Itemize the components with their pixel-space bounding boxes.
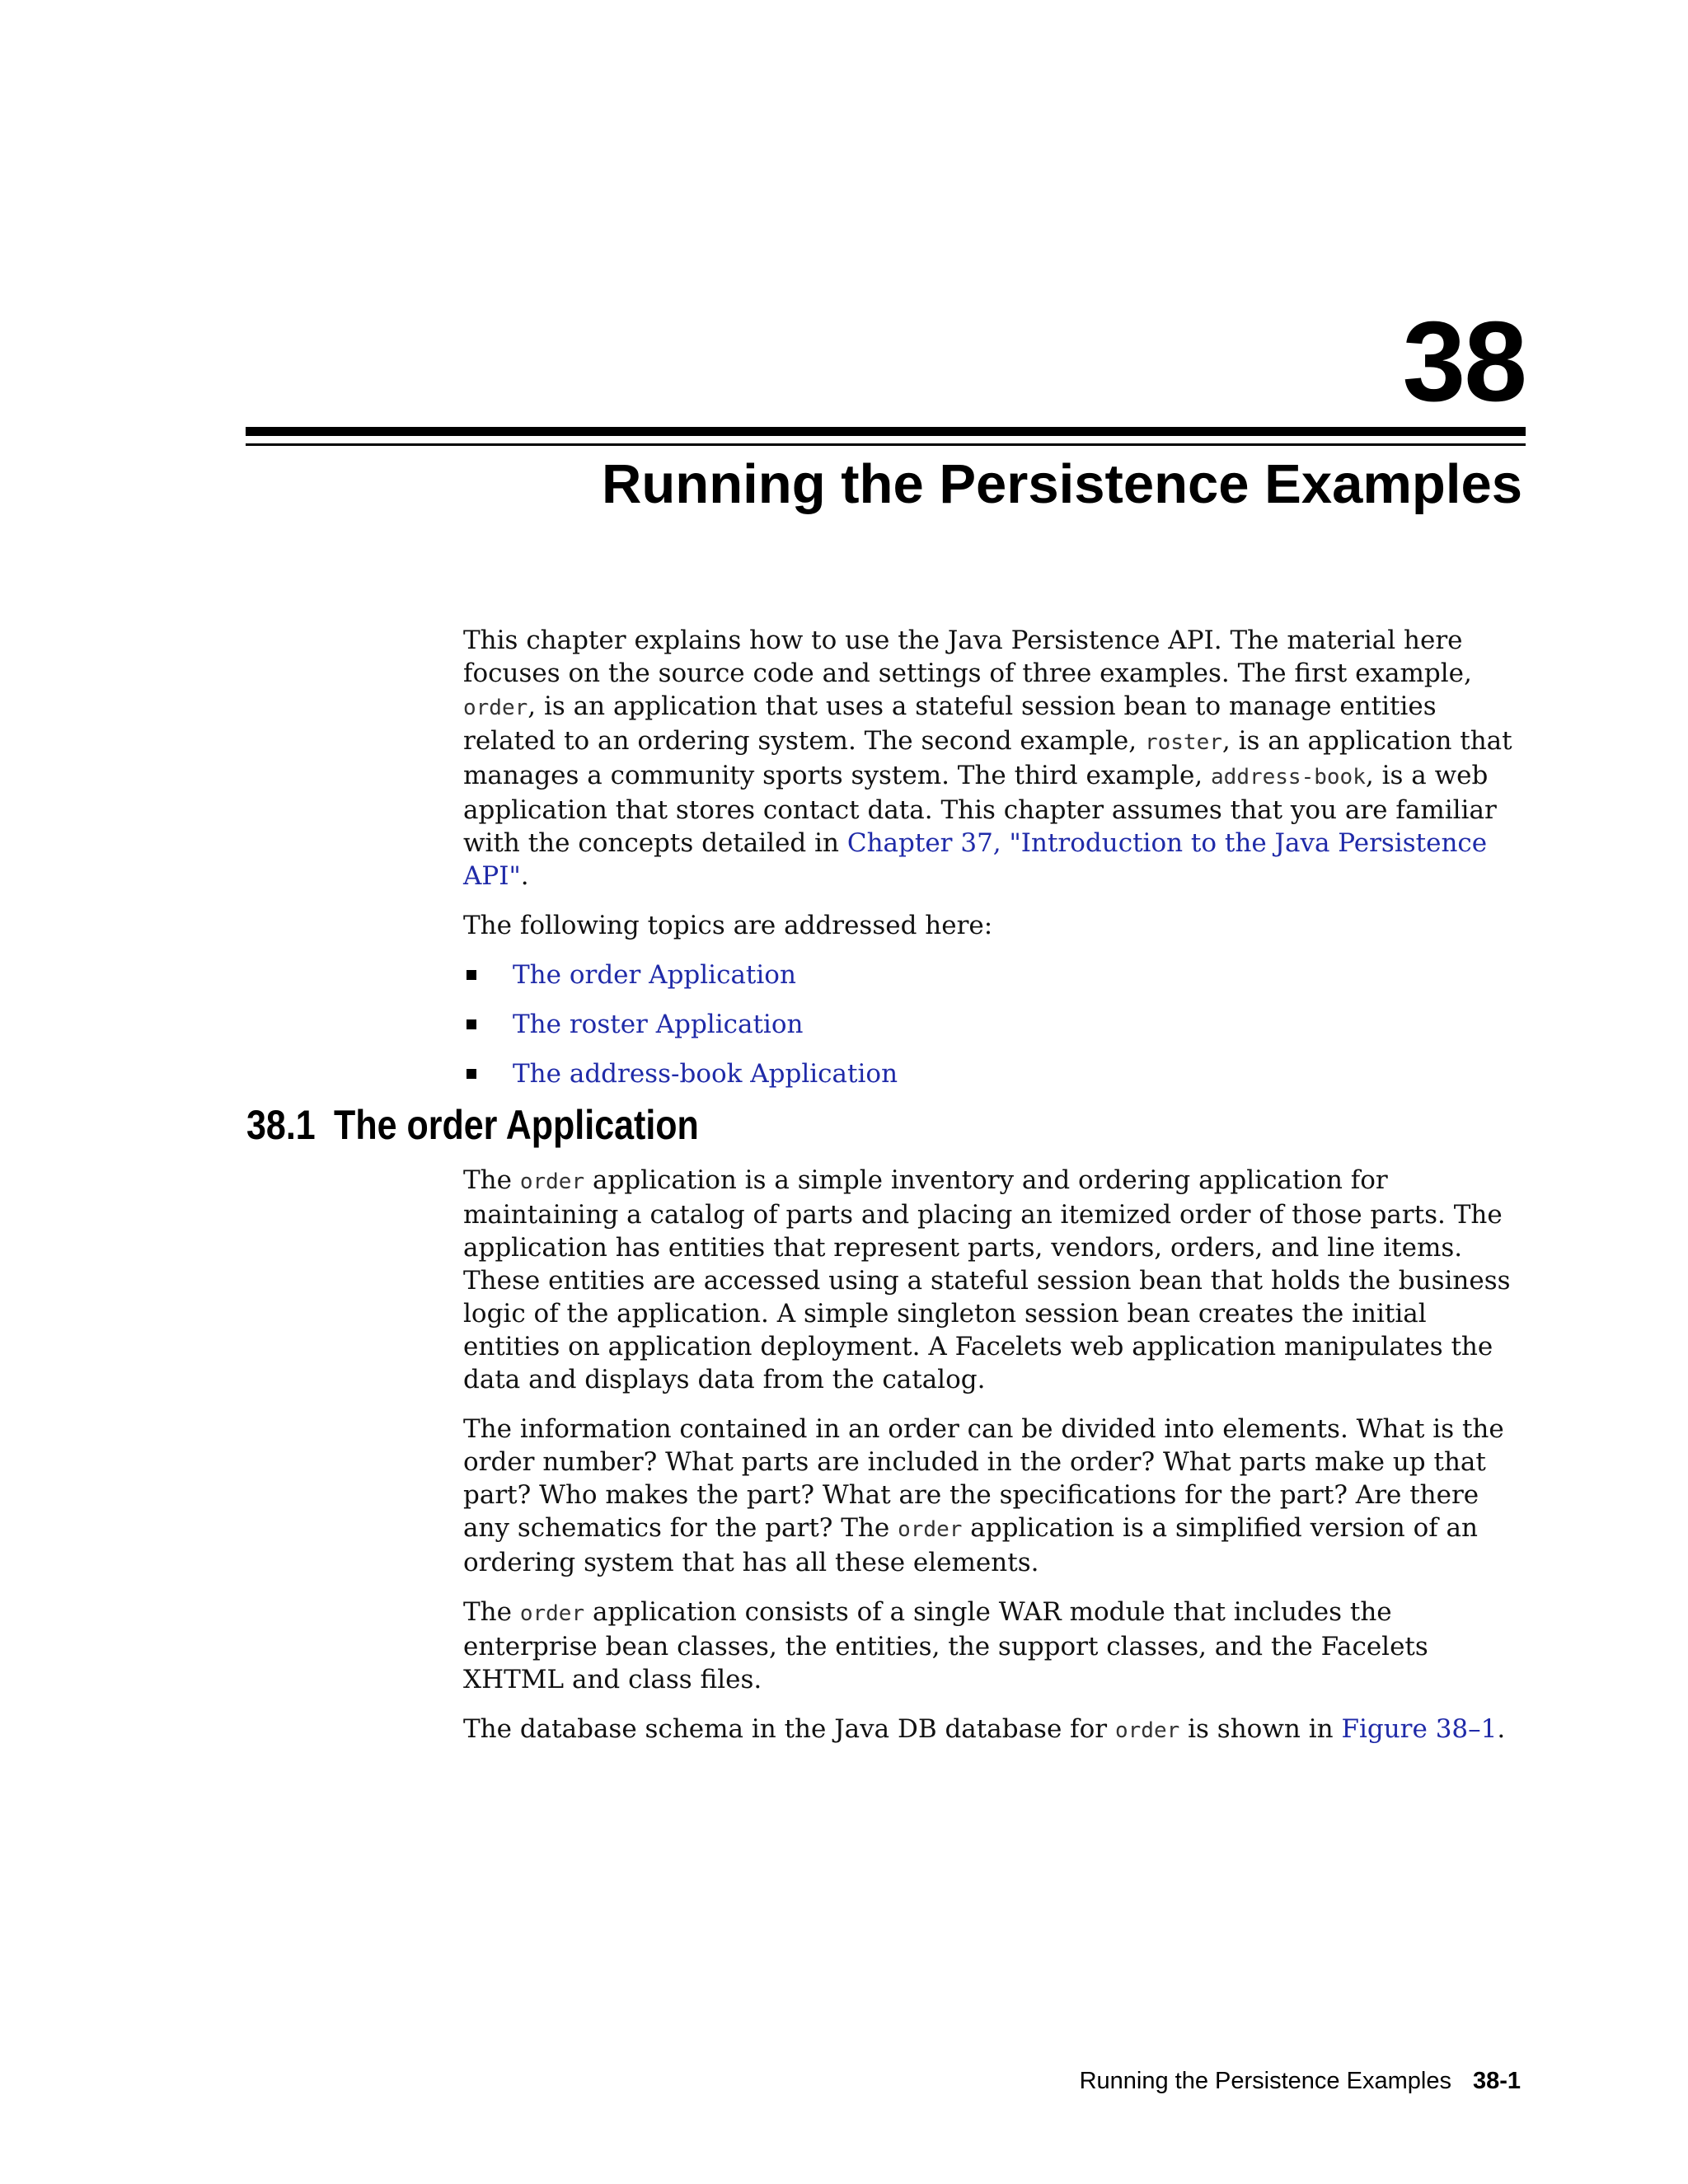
intro-text: , is a web application that stores contact data. This chapter assumes that you are familiar with the concepts detailed in xyxy=(463,761,1497,858)
topic-link-order[interactable]: The order Application xyxy=(513,960,796,990)
intro-text: , is an application that uses a stateful session bean to manage entities related to an ordering system. The second example, xyxy=(463,691,1437,756)
section-number: 38.1 xyxy=(246,1102,316,1148)
intro-paragraph xyxy=(463,624,1526,893)
section-body xyxy=(463,1164,1526,1764)
chapter-title: Running the Persistence Examples xyxy=(601,453,1522,515)
topic-link-roster[interactable]: The roster Application xyxy=(513,1010,804,1039)
code-order: order xyxy=(1114,1718,1180,1743)
page-number: 38-1 xyxy=(1472,2068,1521,2094)
topics-list xyxy=(463,958,1526,1107)
figure-38-1-link[interactable]: Figure 38–1 xyxy=(1341,1714,1498,1744)
chapter-number: 38 xyxy=(1402,298,1526,425)
section-text: The xyxy=(463,1597,520,1627)
section-paragraph xyxy=(463,1413,1526,1579)
section-title: The order Application xyxy=(334,1102,699,1148)
chapter-rule-thick xyxy=(246,427,1526,436)
section-heading xyxy=(246,1100,699,1150)
code-order: order xyxy=(519,1169,585,1194)
code-address-book: address-book xyxy=(1211,765,1366,790)
topic-item xyxy=(463,1008,1526,1057)
section-text: application consists of a single WAR module that includes the enterprise bean classes, the entities, the support classes, and the Facelets XHTML and class files. xyxy=(463,1597,1428,1694)
section-paragraph xyxy=(463,1164,1526,1396)
section-text: application is a simplified version of an ordering system that has all these elements. xyxy=(463,1513,1479,1577)
footer-title: Running the Persistence Examples xyxy=(1079,2068,1451,2094)
chapter-37-link[interactable]: Chapter 37, "Introduction to the Java Persistence API" xyxy=(463,828,1488,891)
bullet-icon xyxy=(467,1019,476,1029)
page-footer xyxy=(1080,2068,1521,2095)
bullet-icon xyxy=(467,1069,476,1079)
code-order: order xyxy=(519,1601,585,1626)
section-paragraph xyxy=(463,1713,1526,1747)
bullet-icon xyxy=(467,970,476,980)
section-text: application is a simple inventory and ordering application for maintaining a catalog of parts and placing an itemized order of those parts. The application has entities that represent parts, vendors, orders, and line items. These entities are accessed using a stateful session bean that holds the business logic of the application. A simple singleton session bean creates the initial entities on application deployment. A Facelets web application manipulates the data and displays data from the catalog. xyxy=(463,1165,1511,1394)
topic-link-address-book[interactable]: The address-book Application xyxy=(513,1059,898,1089)
intro-text: , is an application that manages a community sports system. The third example, xyxy=(463,726,1512,790)
topic-item xyxy=(463,1057,1526,1107)
intro-text: . xyxy=(520,861,529,891)
section-text: . xyxy=(1497,1714,1506,1744)
chapter-rule-thin xyxy=(246,443,1526,446)
topic-item xyxy=(463,958,1526,1008)
section-paragraph xyxy=(463,1596,1526,1696)
section-text: The database schema in the Java DB database for xyxy=(463,1714,1115,1744)
section-text: The information contained in an order can be divided into elements. What is the order number? What parts are included in the order? What parts make up that part? Who makes the part? What are the specifications for the part? Are there any schematics for the part? The xyxy=(463,1414,1504,1543)
intro-text: This chapter explains how to use the Java Persistence API. The material here focuses on the source code and settings of three examples. The first example, xyxy=(463,626,1472,688)
code-order: order xyxy=(463,696,528,720)
topics-intro: The following topics are addressed here: xyxy=(463,911,993,940)
section-text: is shown in xyxy=(1179,1714,1342,1744)
code-roster: roster xyxy=(1144,730,1222,755)
intro-section xyxy=(463,624,1526,1107)
section-text: The xyxy=(463,1165,520,1195)
code-order: order xyxy=(898,1517,963,1542)
